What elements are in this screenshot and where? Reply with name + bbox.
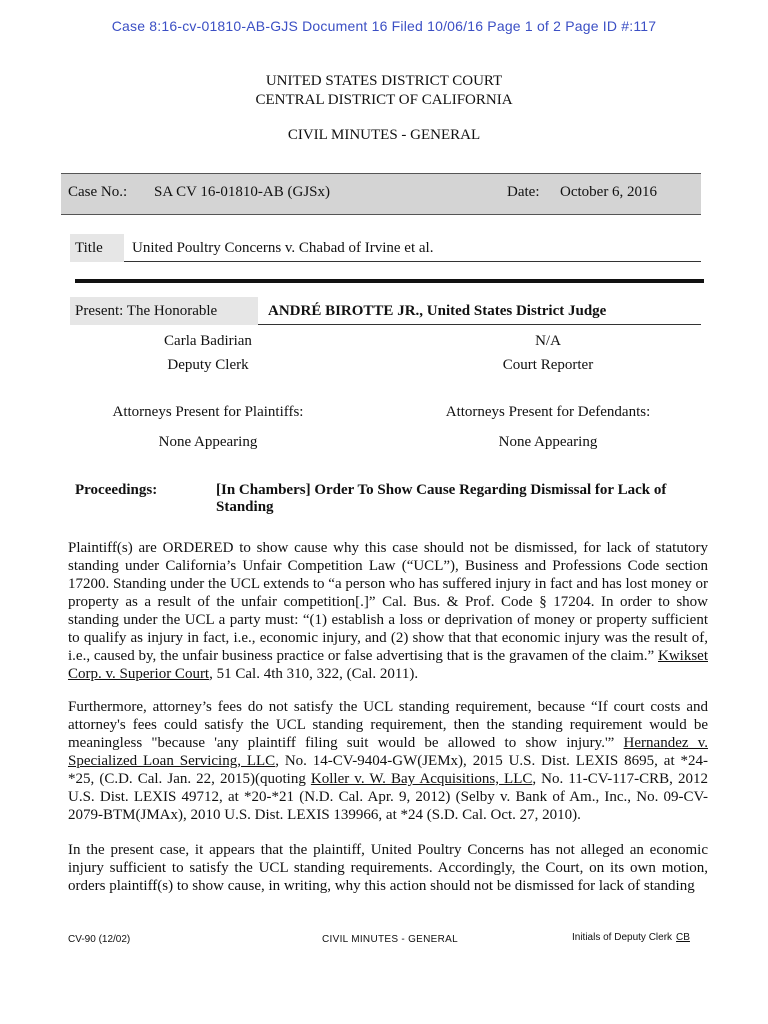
paragraph-1-tail: , 51 Cal. 4th 310, 322, (Cal. 2011). — [209, 666, 419, 682]
case-title: United Poultry Concerns v. Chabad of Irvine et al. — [132, 240, 434, 256]
paragraph-1 — [68, 539, 708, 683]
paragraph-2-middle: , No. 14-CV-9404-GW(JEMx), 2015 U.S. Dist. LEXIS 8695, at *24-*25, (C.D. Cal. Jan. 22, 2015)(quoting — [68, 753, 708, 787]
plaintiffs-attorneys-value: None Appearing — [158, 434, 258, 450]
footer-initials — [572, 932, 690, 943]
paragraph-3-text: In the present case, it appears that the plaintiff, United Poultry Concerns has not alleged an economic injury sufficient to satisfy the UCL standing requirements. Accordingly, the Court, on its own motion, orders plaintiff(s) to show cause, in writing, why this action should not be dismissed for lack of standing — [68, 842, 708, 894]
citation-kwikset: Kwikset Corp. v. Superior Court — [68, 648, 708, 682]
paragraph-3 — [68, 841, 708, 895]
plaintiffs-attorneys-label: Attorneys Present for Plaintiffs: — [112, 404, 304, 420]
document-header-stamp: Case 8:16-cv-01810-AB-GJS Document 16 Filed 10/06/16 Page 1 of 2 Page ID #:117 — [111, 18, 657, 34]
proceedings-label: Proceedings: — [75, 482, 158, 498]
title-underline — [124, 261, 701, 262]
clerk-role: Deputy Clerk — [167, 357, 249, 373]
paragraph-2-tail: , No. 11-CV-117-CRB, 2012 U.S. Dist. LEXIS 49712, at *20-*21 (N.D. Cal. Apr. 9, 2012) (Selby v. Bank of Am., Inc., No. 09-CV-2079-BTM(JMAx), 2010 U.S. Dist. LEXIS 139966, at *24 (S.D. Cal. Oct. 27, 2010). — [68, 771, 708, 823]
clerk-name: Carla Badirian — [164, 333, 252, 349]
court-district: CENTRAL DISTRICT OF CALIFORNIA — [255, 92, 513, 108]
defendants-attorneys-label: Attorneys Present for Defendants: — [445, 404, 651, 420]
paragraph-2 — [68, 698, 708, 824]
reporter-role: Court Reporter — [502, 357, 594, 373]
initials-label: Initials of Deputy Clerk — [572, 932, 673, 943]
footer-form-number: CV-90 (12/02) — [68, 934, 131, 945]
case-number: SA CV 16-01810-AB (GJSx) — [154, 184, 330, 200]
date-label: Date: — [507, 184, 540, 200]
case-info-bar — [61, 173, 701, 215]
reporter-name: N/A — [535, 333, 561, 349]
case-date: October 6, 2016 — [560, 184, 658, 200]
title-label: Title — [75, 240, 103, 256]
proceedings-text: [In Chambers] Order To Show Cause Regarding Dismissal for Lack of Standing — [216, 482, 667, 515]
court-name: UNITED STATES DISTRICT COURT — [265, 73, 503, 89]
defendants-attorneys-value: None Appearing — [498, 434, 598, 450]
judge-underline — [258, 324, 701, 325]
document-type: CIVIL MINUTES - GENERAL — [287, 127, 481, 143]
paragraph-1-text: Plaintiff(s) are ORDERED to show cause why this case should not be dismissed, for lack of statutory standing under California’s Unfair Competition Law (“UCL”), Business and Professions Code section 17200. Standing under the UCL extends to “a person who has suffered injury in fact and has lost money or property as a result of the unfair competition[.]” Cal. Bus. & Prof. Code § 17204. In order to show standing under the UCL a party must: “(1) establish a loss or deprivation of money or property sufficient to qualify as injury in fact, i.e., economic injury, and (2) show that that economic injury was the result of, i.e., caused by, the unfair business practice or false advertising that is the gravamen of the claim.” — [68, 540, 708, 664]
citation-koller: Koller v. W. Bay Acquisitions, LLC — [310, 771, 533, 787]
paragraph-2-text: Furthermore, attorney’s fees do not satisfy the UCL standing requirement, because “If court costs and attorney's fees could satisfy the UCL standing requirement, then the standing requirement would be meaningless "because 'any plaintiff filing suit would be allowed to show injury.'” — [68, 699, 708, 751]
judge-name: ANDRÉ BIROTTE JR., United States District Judge — [268, 303, 607, 319]
section-divider — [75, 279, 704, 283]
present-label: Present: The Honorable — [75, 303, 218, 319]
case-no-label: Case No.: — [68, 184, 128, 200]
citation-hernandez: Hernandez v. Specialized Loan Servicing, LLC — [68, 735, 709, 769]
footer-document-type: CIVIL MINUTES - GENERAL — [322, 934, 458, 945]
initials-value: CB — [676, 932, 690, 943]
